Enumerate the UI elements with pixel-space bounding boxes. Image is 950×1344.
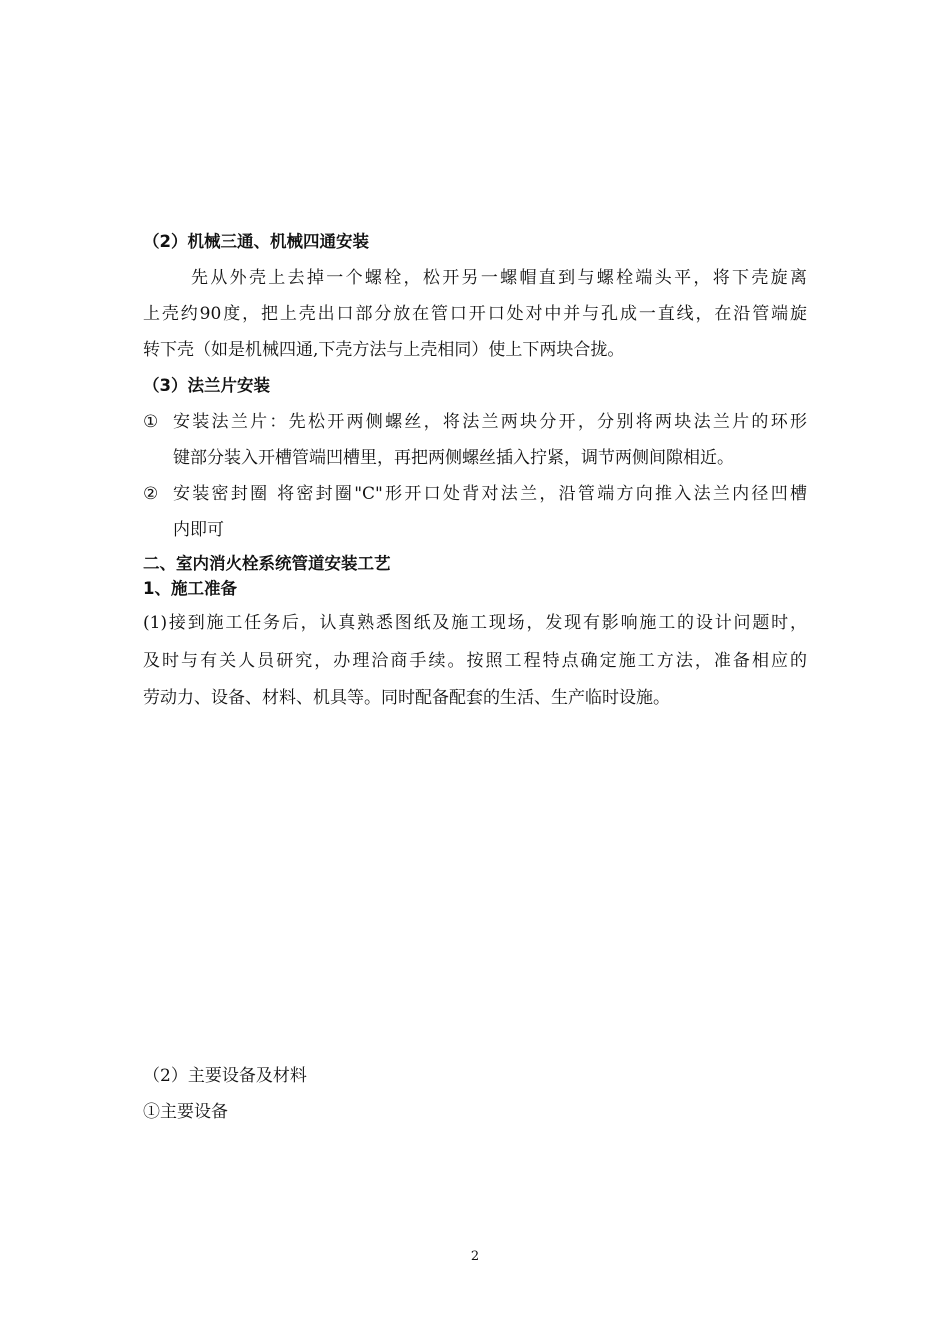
list-marker: ① [143, 412, 159, 432]
list-item-line: 安装法兰片：先松开两侧螺丝，将法兰两块分开，分别将两块法兰片的环形 [173, 412, 807, 432]
section-heading-flange: （3）法兰片安装 [143, 376, 270, 395]
list-item-line: 安装密封圈 将密封圈"C"形开口处背对法兰，沿管端方向推入法兰内径凹槽 [173, 484, 807, 504]
paragraph-line: 上壳约90度，把上壳出口部分放在管口开口处对中并与孔成一直线，在沿管端旋 [143, 304, 807, 324]
paragraph-line: 及时与有关人员研究，办理洽商手续。按照工程特点确定施工方法，准备相应的 [143, 651, 807, 671]
chapter-heading: 二、室内消火栓系统管道安装工艺 [143, 554, 391, 573]
list-item-line: 键部分装入开槽管端凹槽里，再把两侧螺丝插入拧紧，调节两侧间隙相近。 [173, 448, 734, 468]
paragraph-line: (1)接到施工任务后，认真熟悉图纸及施工现场，发现有影响施工的设计问题时， [143, 613, 807, 633]
sub-heading-preparation: 1、施工准备 [143, 579, 237, 598]
section-heading-mechanical-tee: （2）机械三通、机械四通安装 [143, 232, 369, 251]
paragraph-line: 劳动力、设备、材料、机具等。同时配备配套的生活、生产临时设施。 [143, 688, 670, 708]
list-item-line: 内即可 [173, 520, 224, 540]
page-number: 2 [470, 1249, 480, 1264]
paragraph-line: 转下壳（如是机械四通,下壳方法与上壳相同）使上下两块合拢。 [143, 340, 625, 360]
list-marker: ② [143, 484, 159, 504]
paragraph-line: 先从外壳上去掉一个螺栓，松开另一螺帽直到与螺栓端头平，将下壳旋离 [191, 268, 807, 288]
section-heading-equipment: （2）主要设备及材料 [143, 1066, 307, 1086]
list-item-main-equipment: ①主要设备 [143, 1102, 228, 1122]
